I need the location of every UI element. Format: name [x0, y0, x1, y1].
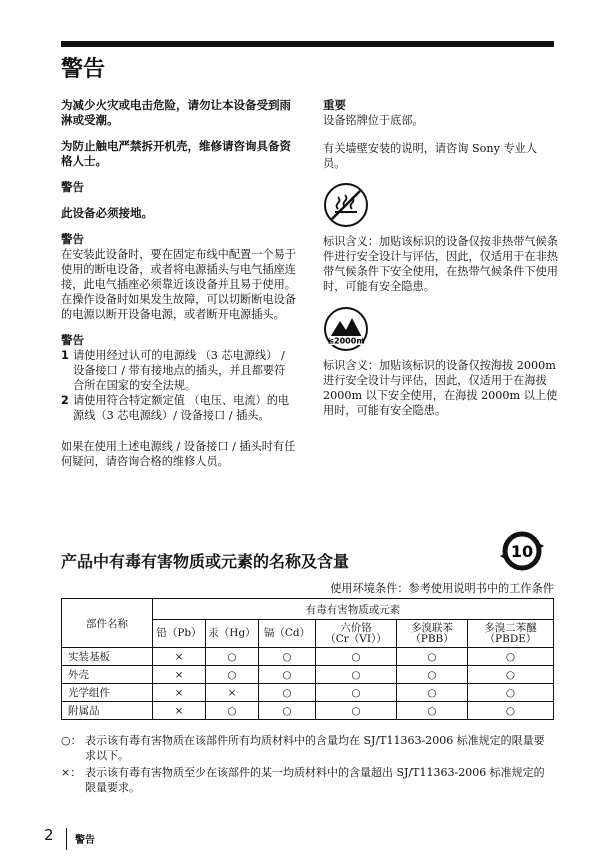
wall-mount-text: 有关墙壁安装的说明，请咨询 Sony 专业人员。: [323, 142, 538, 170]
non-tropical-climate-icon: [323, 182, 558, 232]
column-header: 多溴联苯 （PBB）: [397, 620, 468, 648]
table-row: [62, 684, 554, 702]
row-name: 附属品: [62, 702, 153, 720]
right-column: [323, 98, 558, 418]
row-name: 实装基板: [62, 648, 153, 666]
left-column: [61, 98, 296, 469]
note-item: [61, 733, 554, 763]
table-cell: ○: [259, 684, 316, 702]
substances-group-header: 有毒有害物质或元素: [153, 599, 554, 620]
column-header: 六价铬 （Cr（VI））: [316, 620, 397, 648]
list-item: [61, 348, 296, 393]
table-cell: ○: [397, 666, 468, 684]
page-title: 警告: [61, 57, 106, 82]
questions-paragraph: 如果在使用上述电源线 / 设备接口 / 插头时有任何疑问，请咨询合格的维修人员。: [61, 440, 296, 468]
note-symbol: ×：: [61, 766, 82, 779]
column-header: 铅（Pb）: [153, 620, 206, 648]
table-cell: ○: [259, 648, 316, 666]
table-cell: ○: [259, 702, 316, 720]
table-cell: ×: [153, 684, 206, 702]
substances-table: [61, 598, 554, 720]
table-cell: ×: [153, 666, 206, 684]
table-cell: ×: [206, 684, 259, 702]
column-header: 汞（Hg）: [206, 620, 259, 648]
table-cell: ○: [468, 648, 554, 666]
environmental-use-period-icon: [497, 528, 547, 578]
footer-label: 警告: [75, 835, 95, 846]
row-name: 外壳: [62, 666, 153, 684]
fault-paragraph: 在操作设备时如果发生故障，可以切断断电设备的电源以断开设备电源，或者断开电源插头。: [61, 293, 296, 321]
important-heading: 重要: [323, 98, 346, 112]
warning-heading-1: 警告: [61, 180, 84, 194]
altitude-meaning-text: 标识含义：加贴该标识的设备仅按海拔 2000m 进行安全设计与评估，因此，仅适用于在海拔 2000m 以下安全使用，在海拔 2000m 以上使用时，可能有安全隐患。: [323, 359, 558, 417]
column-header: 镉（Cd）: [259, 620, 316, 648]
table-cell: ○: [468, 684, 554, 702]
table-cell: ○: [206, 648, 259, 666]
row-name: 光学组件: [62, 684, 153, 702]
column-header: 多溴二苯醚 （PBDE）: [468, 620, 554, 648]
grounding-warning: 此设备必须接地。: [61, 206, 153, 220]
nameplate-text: 设备铭牌位于底部。: [323, 114, 424, 127]
list-number: 2: [61, 394, 69, 407]
table-cell: ○: [206, 702, 259, 720]
warning-heading-3: 警告: [61, 333, 84, 347]
table-cell: ○: [259, 666, 316, 684]
table-notes: [61, 733, 554, 795]
list-item: [61, 393, 296, 423]
table-cell: ○: [316, 666, 397, 684]
note-text: 表示该有毒有害物质至少在该部件的某一均质材料中的含量超出 SJ/T11363-2006 标准规定的限量要求。: [85, 766, 545, 794]
table-cell: ×: [153, 648, 206, 666]
table-row: [62, 648, 554, 666]
tropical-meaning-text: 标识含义：加贴该标识的设备仅按非热带气候条件进行安全设计与评估，因此，仅适用于在非热带气候条件下安全使用，在热带气候条件下使用时，可能有安全隐患。: [323, 235, 558, 293]
table-cell: ○: [397, 684, 468, 702]
footer-divider: [66, 828, 67, 850]
list-number: 1: [61, 349, 69, 362]
rain-warning: 为减少火灾或电击危险，请勿让本设备受到雨淋或受潮。: [61, 98, 291, 127]
table-cell: ○: [316, 684, 397, 702]
table-row: [62, 666, 554, 684]
list-text: 请使用经过认可的电源线 （3 芯电源线） / 设备接口 / 带有接地点的插头，并且都要符合所在国家的安全法规。: [73, 349, 286, 392]
warning-heading-2: 警告: [61, 232, 84, 246]
table-cell: ○: [468, 666, 554, 684]
page-number: 2: [44, 826, 54, 844]
section-title: 产品中有毒有害物质或元素的名称及含量: [61, 552, 350, 571]
table-row: [62, 702, 554, 720]
note-symbol: ○：: [61, 734, 82, 747]
table-cell: ○: [316, 648, 397, 666]
note-item: [61, 765, 554, 795]
altitude-icon-label: ≤2000m: [327, 336, 365, 346]
badge-number: 10: [510, 542, 534, 561]
table-cell: ○: [397, 648, 468, 666]
table-cell: ○: [468, 702, 554, 720]
list-text: 请使用符合特定额定值 （电压、电流）的电源线（3 芯电源线）/ 设备接口 / 插头。: [73, 394, 290, 422]
power-cord-list: [61, 348, 296, 423]
part-name-header: 部件名称: [62, 599, 153, 648]
table-cell: ×: [153, 702, 206, 720]
table-cell: ○: [397, 702, 468, 720]
altitude-2000m-icon: [323, 306, 558, 356]
table-cell: ○: [206, 666, 259, 684]
installation-paragraph: 在安装此设备时，要在固定布线中配置一个易于使用的断电设备，或者将电源插头与电气插座连接，此电气插座必须靠近该设备并且易于使用。: [61, 248, 296, 291]
note-text: 表示该有毒有害物质在该部件所有均质材料中的含量均在 SJ/T11363-2006 标准规定的限量要求以下。: [85, 734, 545, 762]
table-cell: ○: [316, 702, 397, 720]
service-warning: 为防止触电严禁拆开机壳，维修请咨询具备资格人士。: [61, 139, 291, 168]
usage-conditions: 使用环境条件：参考使用说明书中的工作条件: [330, 582, 554, 595]
header-rule: [61, 41, 554, 47]
